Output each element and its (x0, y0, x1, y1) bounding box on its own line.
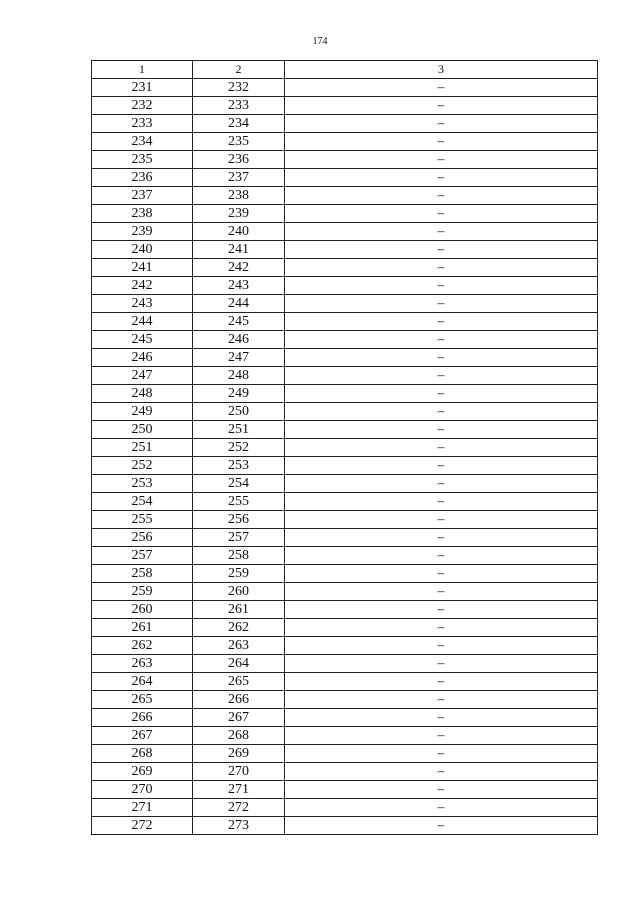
table-row (92, 97, 598, 115)
table-cell-col-1: 249 (92, 403, 193, 421)
table-cell-col-3: – (285, 457, 598, 475)
table-cell-col-2: 255 (193, 493, 285, 511)
table-cell-col-1: 253 (92, 475, 193, 493)
page-number: 174 (312, 36, 328, 47)
table-row (92, 691, 598, 709)
table-cell-col-3: – (285, 367, 598, 385)
table-cell-col-1: 259 (92, 583, 193, 601)
table-cell-col-3: – (285, 673, 598, 691)
table-cell-col-2: 241 (193, 241, 285, 259)
table-row (92, 79, 598, 97)
column-header-1: 1 (92, 61, 193, 79)
table-cell-col-3: – (285, 583, 598, 601)
table-cell-col-2: 242 (193, 259, 285, 277)
table-cell-col-1: 254 (92, 493, 193, 511)
table-cell-col-2: 270 (193, 763, 285, 781)
table-cell-col-2: 248 (193, 367, 285, 385)
table-cell-col-2: 253 (193, 457, 285, 475)
table-cell-col-1: 234 (92, 133, 193, 151)
table-cell-col-2: 254 (193, 475, 285, 493)
table-cell-col-2: 266 (193, 691, 285, 709)
table-cell-col-2: 233 (193, 97, 285, 115)
table-row (92, 493, 598, 511)
table-cell-col-1: 256 (92, 529, 193, 547)
table-cell-col-3: – (285, 349, 598, 367)
column-header-3: 3 (285, 61, 598, 79)
table-header-row (92, 61, 598, 79)
table-cell-col-3: – (285, 475, 598, 493)
table-cell-col-1: 236 (92, 169, 193, 187)
table-cell-col-1: 231 (92, 79, 193, 97)
table-cell-col-3: – (285, 151, 598, 169)
table-row (92, 187, 598, 205)
table-row (92, 529, 598, 547)
table-body (92, 79, 598, 835)
table-row (92, 367, 598, 385)
table-cell-col-1: 250 (92, 421, 193, 439)
table-row (92, 169, 598, 187)
table-cell-col-2: 273 (193, 817, 285, 835)
table-row (92, 349, 598, 367)
table-cell-col-2: 235 (193, 133, 285, 151)
table-cell-col-1: 264 (92, 673, 193, 691)
table-row (92, 781, 598, 799)
table-cell-col-3: – (285, 223, 598, 241)
table-cell-col-1: 237 (92, 187, 193, 205)
table-cell-col-2: 234 (193, 115, 285, 133)
table-cell-col-3: – (285, 511, 598, 529)
table-cell-col-1: 257 (92, 547, 193, 565)
table-cell-col-2: 260 (193, 583, 285, 601)
table-row (92, 421, 598, 439)
table-cell-col-3: – (285, 637, 598, 655)
table-cell-col-2: 271 (193, 781, 285, 799)
table-row (92, 205, 598, 223)
table-row (92, 133, 598, 151)
table-row (92, 151, 598, 169)
table-cell-col-3: – (285, 115, 598, 133)
table-row (92, 295, 598, 313)
table-row (92, 223, 598, 241)
table-cell-col-2: 247 (193, 349, 285, 367)
table-row (92, 745, 598, 763)
table-cell-col-1: 260 (92, 601, 193, 619)
table-cell-col-1: 246 (92, 349, 193, 367)
table-cell-col-1: 239 (92, 223, 193, 241)
table-cell-col-2: 238 (193, 187, 285, 205)
table-row (92, 565, 598, 583)
table-cell-col-2: 236 (193, 151, 285, 169)
table-cell-col-3: – (285, 169, 598, 187)
table-cell-col-3: – (285, 529, 598, 547)
table-row (92, 817, 598, 835)
table-row (92, 385, 598, 403)
table-cell-col-2: 245 (193, 313, 285, 331)
table-cell-col-1: 265 (92, 691, 193, 709)
table-row (92, 331, 598, 349)
table-cell-col-1: 272 (92, 817, 193, 835)
table-row (92, 457, 598, 475)
column-header-2: 2 (193, 61, 285, 79)
table-row (92, 583, 598, 601)
table-row (92, 763, 598, 781)
table-cell-col-2: 257 (193, 529, 285, 547)
table-cell-col-2: 243 (193, 277, 285, 295)
table-cell-col-2: 252 (193, 439, 285, 457)
table-cell-col-1: 270 (92, 781, 193, 799)
table-row (92, 601, 598, 619)
table-cell-col-3: – (285, 133, 598, 151)
table-row (92, 673, 598, 691)
table-cell-col-2: 259 (193, 565, 285, 583)
table-cell-col-2: 265 (193, 673, 285, 691)
table-row (92, 439, 598, 457)
table-row (92, 637, 598, 655)
table-cell-col-2: 256 (193, 511, 285, 529)
table-cell-col-1: 266 (92, 709, 193, 727)
table-cell-col-3: – (285, 403, 598, 421)
table-cell-col-1: 235 (92, 151, 193, 169)
table-cell-col-1: 255 (92, 511, 193, 529)
table-row (92, 511, 598, 529)
table-cell-col-2: 263 (193, 637, 285, 655)
table-cell-col-1: 243 (92, 295, 193, 313)
table-row (92, 727, 598, 745)
table-cell-col-3: – (285, 565, 598, 583)
table-cell-col-3: – (285, 277, 598, 295)
table-row (92, 475, 598, 493)
table-cell-col-1: 247 (92, 367, 193, 385)
table-cell-col-1: 245 (92, 331, 193, 349)
table-cell-col-1: 240 (92, 241, 193, 259)
table-cell-col-2: 258 (193, 547, 285, 565)
table-cell-col-2: 232 (193, 79, 285, 97)
table-cell-col-3: – (285, 727, 598, 745)
table-cell-col-2: 262 (193, 619, 285, 637)
table-cell-col-3: – (285, 691, 598, 709)
table-cell-col-2: 251 (193, 421, 285, 439)
table-row (92, 259, 598, 277)
table-cell-col-1: 251 (92, 439, 193, 457)
table-cell-col-3: – (285, 619, 598, 637)
table-cell-col-1: 241 (92, 259, 193, 277)
table-cell-col-3: – (285, 439, 598, 457)
table-cell-col-3: – (285, 763, 598, 781)
table-cell-col-1: 263 (92, 655, 193, 673)
table-cell-col-2: 261 (193, 601, 285, 619)
table-cell-col-2: 268 (193, 727, 285, 745)
table-cell-col-2: 239 (193, 205, 285, 223)
table-cell-col-3: – (285, 799, 598, 817)
table-cell-col-1: 261 (92, 619, 193, 637)
table-row (92, 655, 598, 673)
table-cell-col-3: – (285, 205, 598, 223)
table-cell-col-3: – (285, 709, 598, 727)
table-cell-col-3: – (285, 385, 598, 403)
table-cell-col-3: – (285, 241, 598, 259)
table-cell-col-2: 249 (193, 385, 285, 403)
table-cell-col-3: – (285, 259, 598, 277)
table-row (92, 277, 598, 295)
table-cell-col-1: 238 (92, 205, 193, 223)
table-cell-col-3: – (285, 295, 598, 313)
table-cell-col-1: 244 (92, 313, 193, 331)
table-row (92, 709, 598, 727)
table-row (92, 313, 598, 331)
table-cell-col-2: 250 (193, 403, 285, 421)
table-cell-col-3: – (285, 817, 598, 835)
table-cell-col-3: – (285, 781, 598, 799)
table-cell-col-3: – (285, 79, 598, 97)
table-row (92, 619, 598, 637)
table-cell-col-2: 267 (193, 709, 285, 727)
table-row (92, 547, 598, 565)
table-cell-col-1: 232 (92, 97, 193, 115)
table-cell-col-3: – (285, 313, 598, 331)
table-row (92, 403, 598, 421)
table-cell-col-1: 269 (92, 763, 193, 781)
table-cell-col-2: 269 (193, 745, 285, 763)
table-cell-col-2: 237 (193, 169, 285, 187)
table-cell-col-1: 271 (92, 799, 193, 817)
table-cell-col-3: – (285, 331, 598, 349)
table-cell-col-3: – (285, 421, 598, 439)
table-cell-col-3: – (285, 187, 598, 205)
table-cell-col-1: 258 (92, 565, 193, 583)
data-table (91, 60, 598, 835)
table-cell-col-2: 264 (193, 655, 285, 673)
table-cell-col-1: 248 (92, 385, 193, 403)
table-cell-col-1: 252 (92, 457, 193, 475)
table-cell-col-3: – (285, 655, 598, 673)
table-cell-col-3: – (285, 745, 598, 763)
table-cell-col-3: – (285, 493, 598, 511)
table-cell-col-1: 267 (92, 727, 193, 745)
table-cell-col-2: 240 (193, 223, 285, 241)
table-cell-col-3: – (285, 601, 598, 619)
table-cell-col-3: – (285, 547, 598, 565)
table-cell-col-1: 242 (92, 277, 193, 295)
table-cell-col-1: 262 (92, 637, 193, 655)
table-cell-col-2: 244 (193, 295, 285, 313)
table-row (92, 115, 598, 133)
table-cell-col-2: 246 (193, 331, 285, 349)
table-cell-col-3: – (285, 97, 598, 115)
table-row (92, 241, 598, 259)
table-cell-col-2: 272 (193, 799, 285, 817)
table-cell-col-1: 233 (92, 115, 193, 133)
table-row (92, 799, 598, 817)
table-cell-col-1: 268 (92, 745, 193, 763)
